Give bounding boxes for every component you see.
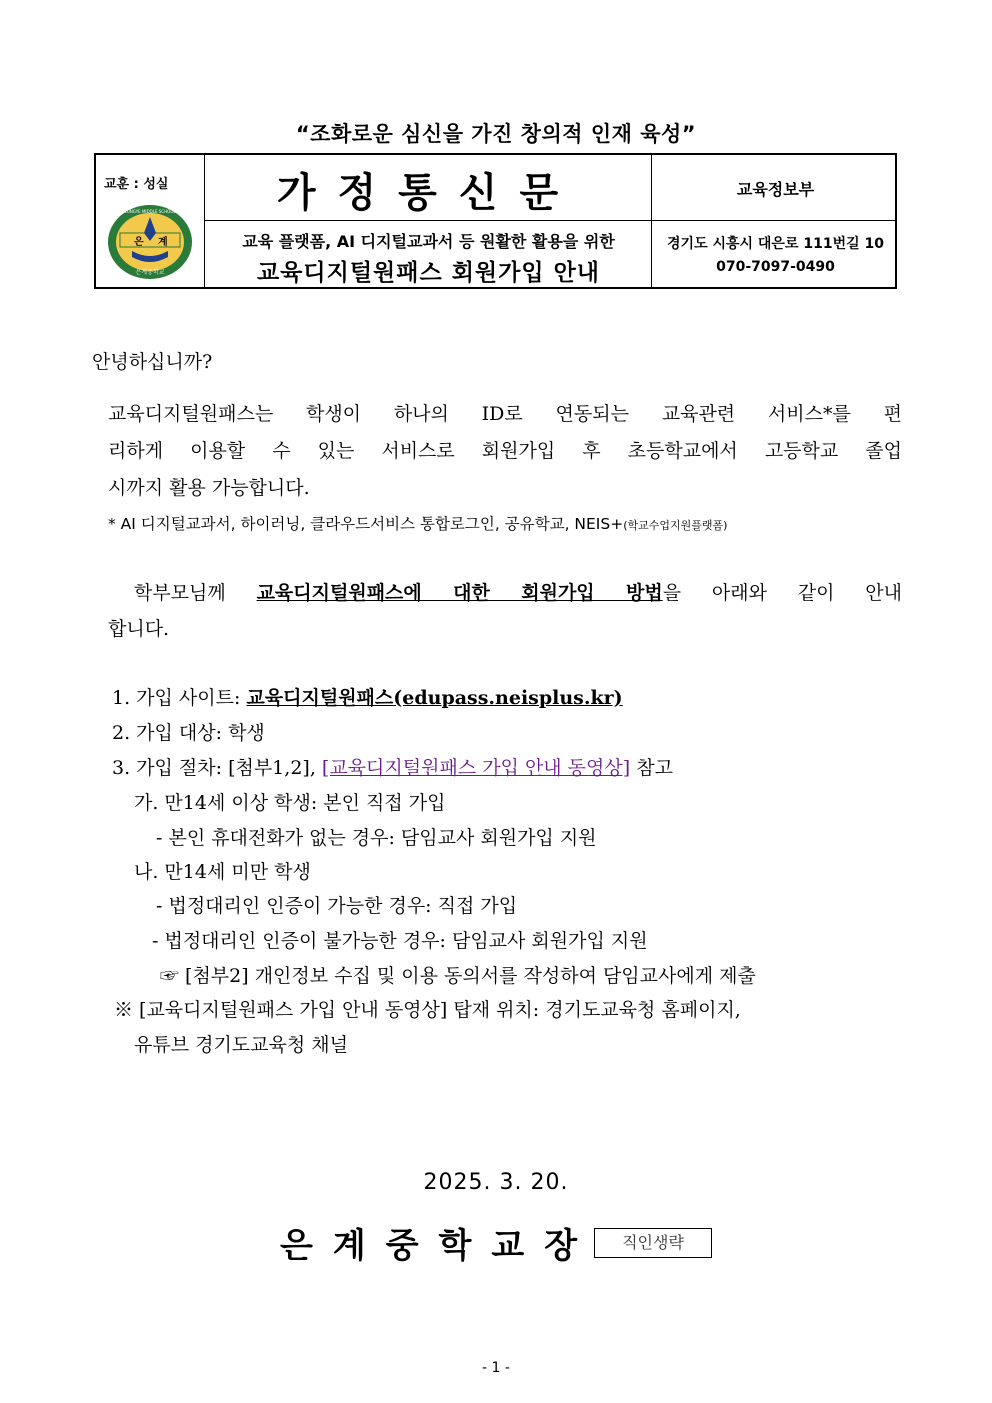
parents-notice-line-2: 합니다. — [108, 618, 170, 640]
header-divider — [204, 220, 895, 221]
school-emblem-icon — [106, 203, 194, 281]
item-3-ga-1: - 본인 휴대전화가 없는 경우: 담임교사 회원가입 지원 — [156, 827, 597, 849]
footnote-main: * AI 디지털교과서, 하이러닝, 클라우드서비스 통합로그인, 공유학교, NEIS+ — [108, 515, 624, 533]
footnote-small: (학교수업지원플랫폼) — [623, 519, 728, 532]
item-3-na-2: - 법정대리인 인증이 불가능한 경우: 담임교사 회원가입 지원 — [152, 930, 648, 952]
school-slogan: “조화로운 심신을 가진 창의적 인재 육성” — [295, 122, 697, 146]
intro-line-3: 시까지 활용 가능합니다. — [108, 477, 310, 499]
subtitle-line-2: 교육디지털원패스 회원가입 안내 — [256, 260, 601, 286]
parents-emphasis: 교육디지털원패스에 대한 회원가입 방법 — [256, 582, 663, 604]
item-3-suffix: 참고 — [630, 757, 673, 779]
edupass-url[interactable]: (edupass.neisplus.kr) — [393, 687, 623, 709]
intro-line-2: 리하게 이용할 수 있는 서비스로 회원가입 후 초등학교에서 고등학교 졸업 — [108, 440, 902, 462]
item-2: 2. 가입 대상: 학생 — [112, 722, 265, 744]
department-name: 교육정보부 — [736, 180, 815, 199]
video-guide-link[interactable]: [교육디지털원패스 가입 안내 동영상] — [321, 757, 631, 779]
emblem-bottom-text: 은계중학교 — [135, 269, 165, 276]
footnote — [108, 512, 727, 534]
emblem-left-char: 은 — [134, 237, 144, 248]
issue-date: 2025. 3. 20. — [423, 1170, 569, 1195]
item-3-na: 나. 만14세 미만 학생 — [134, 861, 311, 883]
parents-pre: 학부모님께 — [134, 582, 257, 604]
newsletter-header — [94, 153, 897, 289]
header-divider — [204, 155, 205, 287]
item-3-label: 3. 가입 절차: [첨부1,2], — [112, 757, 322, 779]
subtitle-line-1: 교육 플랫폼, AI 디지털교과서 등 원활한 활용을 위한 — [242, 232, 615, 251]
edupass-link[interactable]: 교육디지털원패스 — [246, 687, 394, 709]
school-phone: 070-7097-0490 — [716, 259, 835, 275]
item-1-label: 1. 가입 사이트: — [112, 687, 247, 709]
item-3 — [112, 750, 673, 786]
parents-notice — [134, 575, 902, 611]
newsletter-title: 가정통신문 — [276, 170, 581, 216]
video-location-note-2: 유튜브 경기도교육청 채널 — [134, 1034, 348, 1056]
intro-line-1: 교육디지털원패스는 학생이 하나의 ID로 연동되는 교육관련 서비스*를 편 — [108, 403, 902, 425]
parents-post: 을 아래와 같이 안내 — [662, 582, 902, 604]
school-motto: 교훈 : 성실 — [104, 177, 169, 192]
emblem-top-text: EUNGYE MIDDLE SCHOOL — [124, 209, 176, 214]
principal-signature: 은계중학교장 — [280, 1226, 598, 1266]
item-3-na-3: ☞ [첨부2] 개인정보 수집 및 이용 동의서를 작성하여 담임교사에게 제출 — [160, 965, 756, 987]
greeting: 안녕하십니까? — [92, 351, 213, 373]
page-number: - 1 - — [482, 1360, 510, 1376]
item-3-ga: 가. 만14세 이상 학생: 본인 직접 가입 — [134, 792, 446, 814]
item-1 — [112, 680, 623, 716]
seal-omitted-box: 직인생략 — [594, 1228, 712, 1258]
item-3-na-1: - 법정대리인 인증이 가능한 경우: 직접 가입 — [156, 895, 518, 917]
school-address: 경기도 시흥시 대은로 111번길 10 — [667, 236, 884, 252]
emblem-right-char: 계 — [158, 237, 168, 248]
video-location-note: ※ [교육디지털원패스 가입 안내 동영상] 탑재 위치: 경기도교육청 홈페이지, — [114, 999, 741, 1021]
